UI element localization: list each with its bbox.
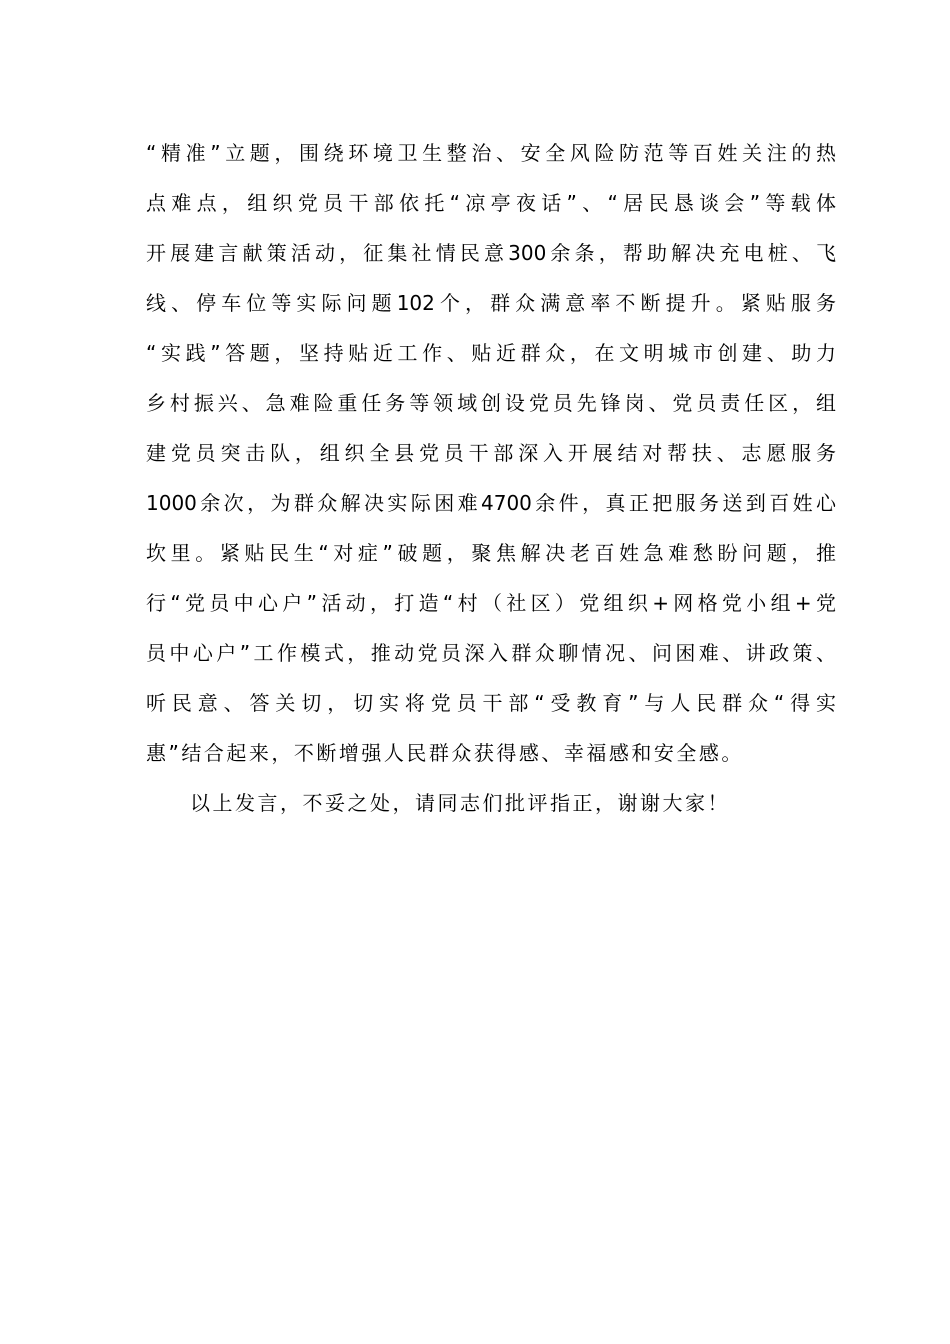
text-line: 坎里。紧贴民生“对症”破题，聚焦解决老百姓急难愁盼问题，推: [146, 541, 836, 565]
text-line: 员中心户”工作模式，推动党员深入群众聊情况、问困难、讲政策、: [146, 641, 836, 665]
text-line: 点难点，组织党员干部依托“凉亭夜话”、“居民恳谈会”等载体: [146, 191, 836, 215]
text-line: 建党员突击队，组织全县党员干部深入开展结对帮扶、志愿服务: [146, 441, 836, 465]
text-line: 线、停车位等实际问题102个，群众满意率不断提升。紧贴服务: [146, 291, 836, 315]
closing-line: 以上发言，不妥之处，请同志们批评指正，谢谢大家！: [190, 791, 730, 815]
paragraph-main: [146, 128, 836, 778]
text-line: 惠”结合起来，不断增强人民群众获得感、幸福感和安全感。: [146, 741, 744, 765]
text-line: “精准”立题，围绕环境卫生整治、安全风险防范等百姓关注的热: [146, 141, 836, 165]
text-line: 1000余次，为群众解决实际困难4700余件，真正把服务送到百姓心: [146, 491, 836, 515]
text-line: “实践”答题，坚持贴近工作、贴近群众，在文明城市创建、助力: [146, 341, 836, 365]
text-line: 听民意、答关切，切实将党员干部“受教育”与人民群众“得实: [146, 691, 836, 715]
paragraph-closing: [146, 778, 836, 828]
text-line: 开展建言献策活动，征集社情民意300余条，帮助解决充电桩、飞: [146, 241, 836, 265]
text-line: 乡村振兴、急难险重任务等领域创设党员先锋岗、党员责任区，组: [146, 391, 836, 415]
text-line: 行“党员中心户”活动，打造“村（社区）党组织+网格党小组+党: [146, 591, 836, 615]
speech-body: [146, 128, 836, 828]
